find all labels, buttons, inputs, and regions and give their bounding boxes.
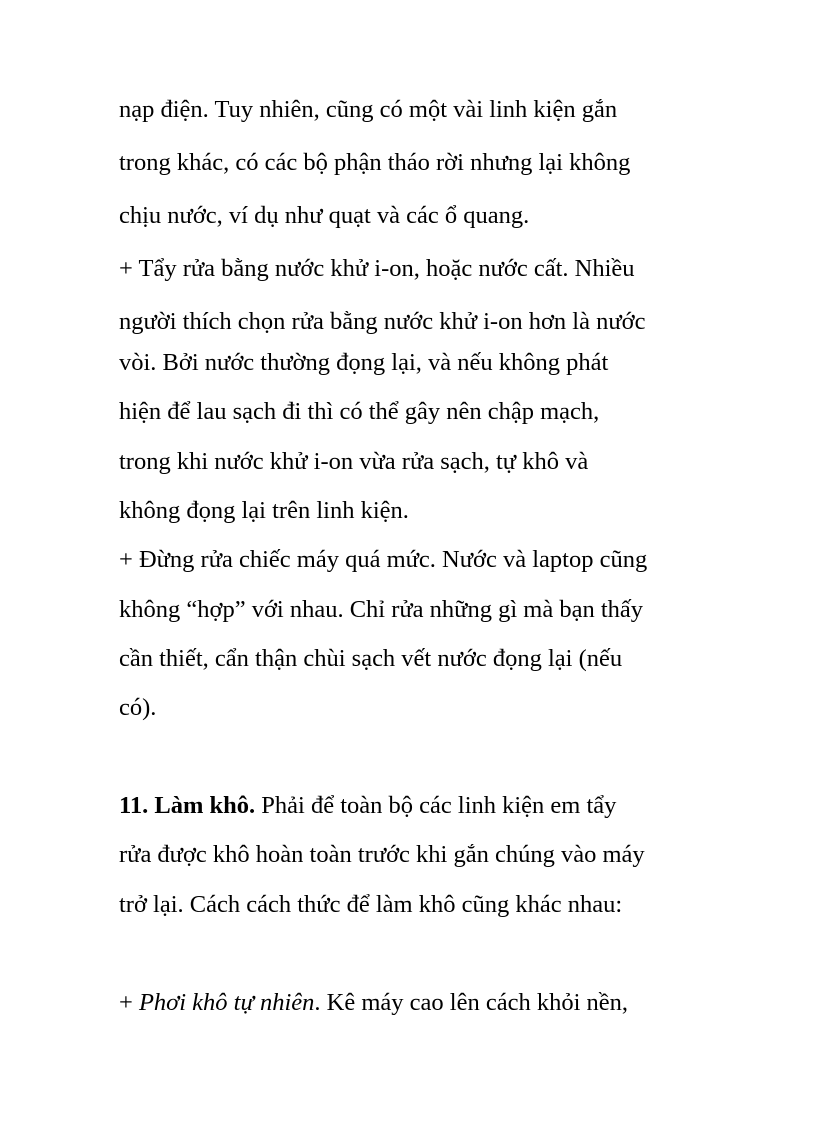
text-line: trong khi nước khử i-on vừa rửa sạch, tự khô và [119, 448, 589, 475]
text-line: không “hợp” với nhau. Chỉ rửa những gì mà bạn thấy [119, 596, 643, 623]
bullet-prefix: + [119, 989, 139, 1016]
text-line: có). [119, 694, 157, 721]
text-line: không đọng lại trên linh kiện. [119, 497, 409, 524]
text-line: rửa được khô hoàn toàn trước khi gắn chúng vào máy [119, 841, 645, 868]
method-text: . Kê máy cao lên cách khỏi nền, [314, 989, 629, 1016]
section-11-heading: 11. Làm khô. [119, 792, 256, 819]
text-line: vòi. Bởi nước thường đọng lại, và nếu không phát [119, 349, 609, 376]
text-line: người thích chọn rửa bằng nước khử i-on hơn là nước [119, 308, 646, 335]
section-11-first-line [119, 794, 616, 819]
text-line: trở lại. Cách cách thức để làm khô cũng khác nhau: [119, 891, 623, 918]
text-line: trong khác, có các bộ phận tháo rời nhưng lại không [119, 149, 631, 176]
method-name: Phơi khô tự nhiên [138, 989, 315, 1016]
drying-method-line [119, 991, 628, 1016]
section-11-text: Phải để toàn bộ các linh kiện em tẩy [255, 792, 617, 819]
text-line: chịu nước, ví dụ như quạt và các ổ quang. [119, 202, 530, 229]
text-line: hiện để lau sạch đi thì có thể gây nên chập mạch, [119, 398, 600, 425]
text-line: nạp điện. Tuy nhiên, cũng có một vài linh kiện gắn [119, 96, 618, 123]
text-line: cần thiết, cẩn thận chùi sạch vết nước đọng lại (nếu [119, 645, 623, 672]
text-line: + Đừng rửa chiếc máy quá mức. Nước và laptop cũng [119, 546, 648, 573]
text-line: + Tẩy rửa bằng nước khử i-on, hoặc nước cất. Nhiều [119, 255, 635, 282]
